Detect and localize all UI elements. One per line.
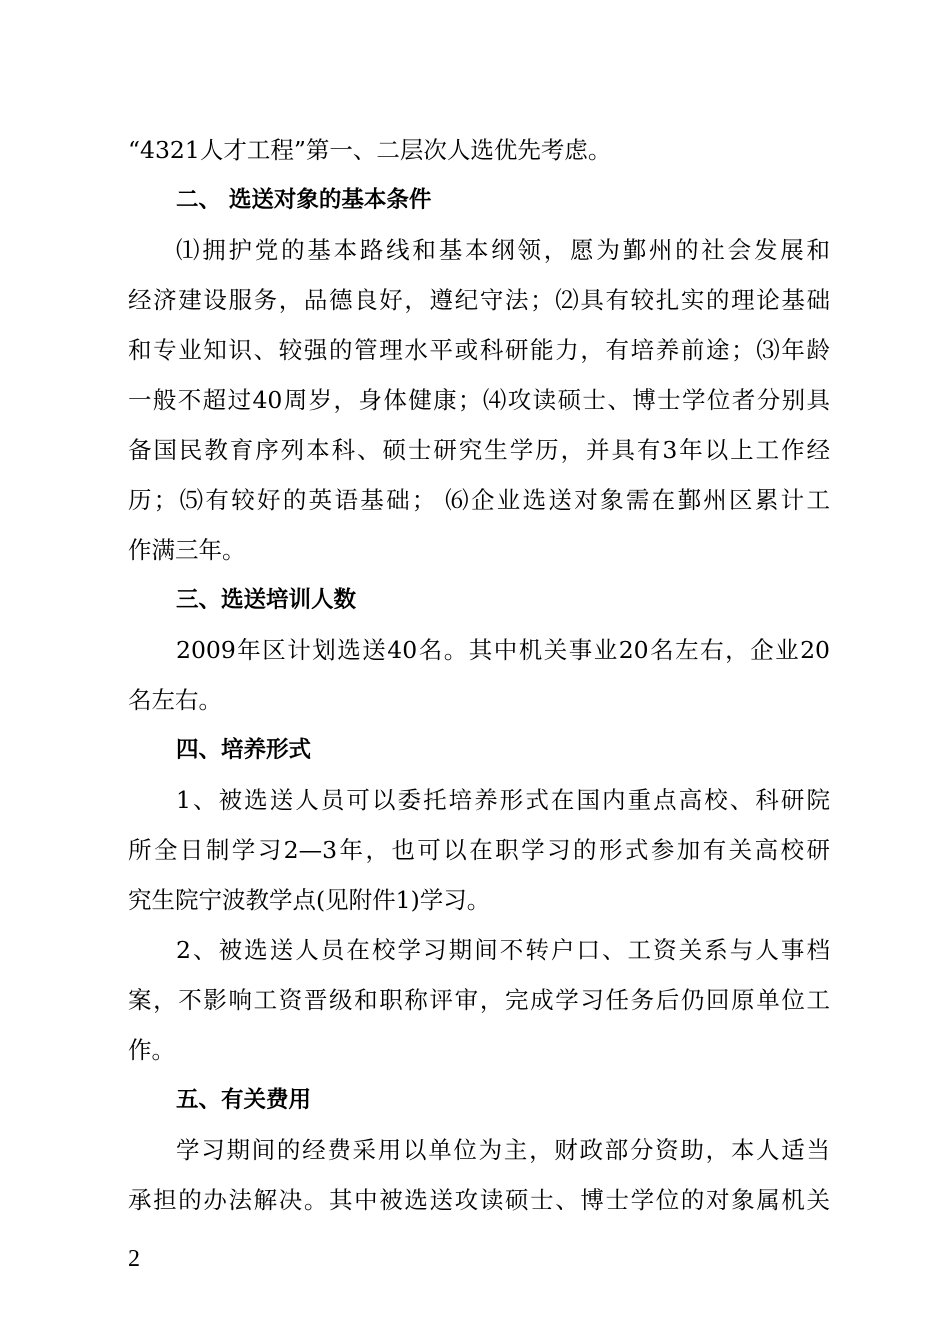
paragraph-line: 承担的办法解决。其中被选送攻读硕士、博士学位的对象属机关 — [128, 1186, 830, 1214]
intro-line: “4321人才工程”第一、二层次人选优先考虑。 — [128, 136, 612, 164]
paragraph-line: 2009年区计划选送40名。其中机关事业20名左右，企业20 — [176, 636, 830, 664]
paragraph-line: 作。 — [128, 1036, 175, 1064]
paragraph-line: 2、被选送人员在校学习期间不转户口、工资关系与人事档 — [176, 936, 830, 964]
paragraph-line: 所全日制学习2—3年，也可以在职学习的形式参加有关高校研 — [128, 836, 830, 864]
paragraph-line: 备国民教育序列本科、硕士研究生学历，并具有3年以上工作经 — [128, 436, 830, 464]
paragraph-line: 案，不影响工资晋级和职称评审，完成学习任务后仍回原单位工 — [128, 986, 830, 1014]
section-heading-training-format: 四、培养形式 — [176, 737, 312, 763]
paragraph-line: 学习期间的经费采用以单位为主，财政部分资助，本人适当 — [176, 1136, 830, 1164]
paragraph-line: 一般不超过40周岁，身体健康；⑷攻读硕士、博士学位者分别具 — [128, 386, 830, 414]
paragraph-line: 历；⑸有较好的英语基础； ⑹企业选送对象需在鄞州区累计工 — [128, 486, 830, 514]
paragraph-line: ⑴拥护党的基本路线和基本纲领，愿为鄞州的社会发展和 — [176, 236, 830, 264]
section-heading-selection-criteria: 二、 选送对象的基本条件 — [176, 187, 432, 213]
section-heading-training-quota: 三、选送培训人数 — [176, 587, 357, 613]
paragraph-line: 作满三年。 — [128, 536, 246, 564]
paragraph-line: 名左右。 — [128, 686, 222, 714]
paragraph-line: 1、被选送人员可以委托培养形式在国内重点高校、科研院 — [176, 786, 830, 814]
paragraph-line: 究生院宁波教学点(见附件1)学习。 — [128, 886, 491, 914]
paragraph-line: 和专业知识、较强的管理水平或科研能力，有培养前途；⑶年龄 — [128, 336, 830, 364]
page-number: 2 — [128, 1246, 140, 1272]
section-heading-expenses: 五、有关费用 — [176, 1087, 312, 1113]
paragraph-line: 经济建设服务，品德良好，遵纪守法；⑵具有较扎实的理论基础 — [128, 286, 830, 314]
